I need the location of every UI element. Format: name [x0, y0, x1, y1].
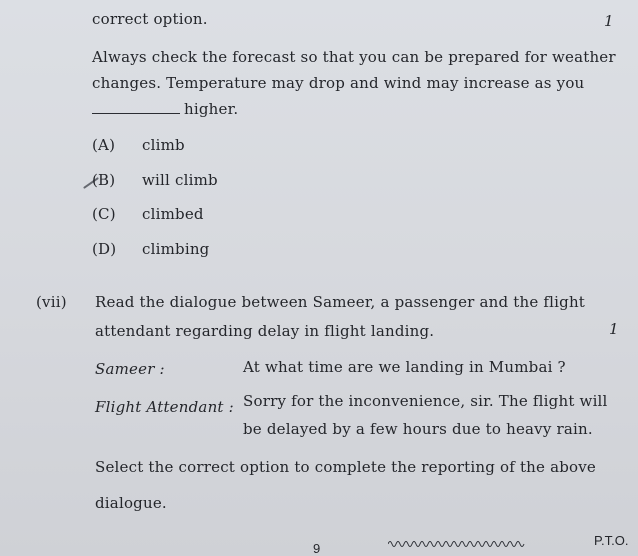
option-c[interactable]	[92, 205, 204, 223]
option-label: (C)	[92, 205, 116, 223]
marks-label: 1	[609, 320, 619, 338]
question-number: (vii)	[36, 293, 67, 311]
question-text-line3-tail: higher.	[184, 100, 239, 118]
speaker-flight-attendant-text-line1: Sorry for the inconvenience, sir. The flight will	[243, 392, 608, 410]
instruction-line1: Select the correct option to complete the reporting of the above	[95, 458, 597, 476]
instruction-line2: dialogue.	[95, 494, 167, 512]
question-intro-tail: correct option.	[92, 10, 208, 28]
marks-label: 1	[604, 12, 614, 30]
pto-label: P.T.O.	[594, 533, 629, 548]
question-vii-line1: Read the dialogue between Sameer, a passenger and the flight	[95, 293, 586, 311]
page-number: 9	[313, 541, 321, 556]
option-label: (D)	[92, 240, 117, 258]
option-b[interactable]	[92, 171, 218, 189]
option-text: climbed	[142, 205, 204, 223]
wavy-divider-icon	[388, 538, 526, 548]
question-text-line3	[92, 100, 238, 118]
speaker-sameer-text: At what time are we landing in Mumbai ?	[243, 358, 566, 376]
option-label: (B)	[92, 171, 116, 189]
speaker-flight-attendant-text-line2: be delayed by a few hours due to heavy rain.	[243, 420, 593, 438]
question-text-line2: changes. Temperature may drop and wind may increase as you	[92, 74, 585, 92]
option-text: climb	[142, 136, 185, 154]
speaker-flight-attendant: Flight Attendant :	[95, 398, 234, 416]
option-a[interactable]	[92, 136, 185, 154]
question-vii-line2: attendant regarding delay in flight landing.	[95, 322, 435, 340]
option-label: (A)	[92, 136, 116, 154]
option-text: climbing	[142, 240, 210, 258]
option-d[interactable]	[92, 240, 209, 258]
question-text-line1: Always check the forecast so that you can be prepared for weather	[92, 48, 616, 66]
answer-blank	[92, 113, 180, 114]
speaker-sameer: Sameer :	[95, 360, 165, 378]
option-text: will climb	[142, 171, 218, 189]
